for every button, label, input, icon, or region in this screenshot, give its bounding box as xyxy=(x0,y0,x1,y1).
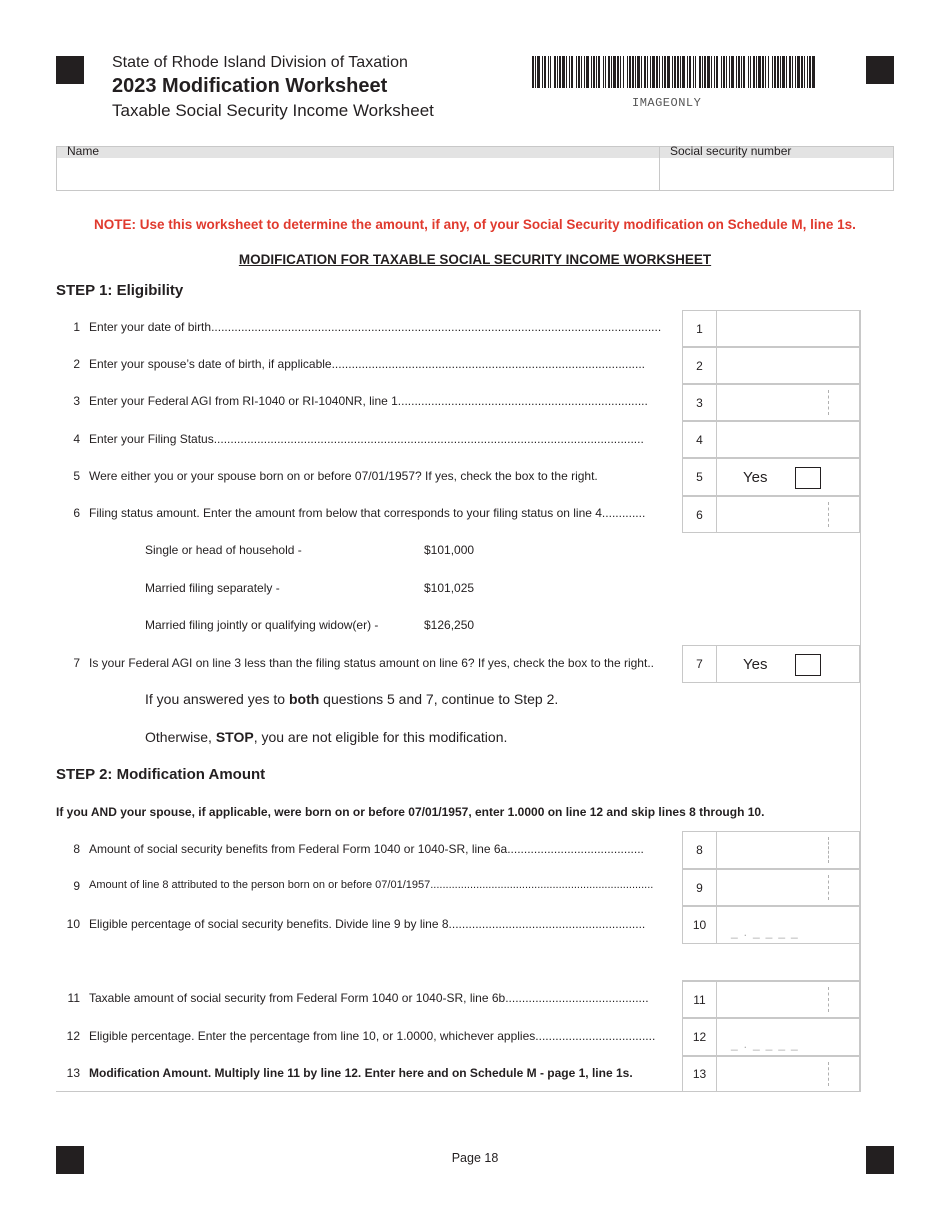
registration-mark-top-right xyxy=(866,56,894,84)
filing-option-amount: $101,000 xyxy=(424,543,475,557)
filing-option-label: Married filing jointly or qualifying widow(er) - xyxy=(145,618,379,632)
form-subtitle: Taxable Social Security Income Worksheet xyxy=(112,101,434,120)
line-label: Enter your spouse’s date of birth, if applicable.............................................................................................. xyxy=(89,357,645,371)
line-number: 12 xyxy=(66,1029,80,1043)
line-5-box xyxy=(682,458,860,496)
line-1-input-box[interactable] xyxy=(682,310,860,347)
box-number: 6 xyxy=(683,497,717,532)
line-4-input-box[interactable] xyxy=(682,421,860,458)
decimal-placeholder: _.____ xyxy=(731,1037,804,1051)
line-number: 2 xyxy=(73,357,80,371)
line-3-input-box[interactable] xyxy=(682,384,860,421)
line-label: Enter your Filing Status................................................................................................................................. xyxy=(89,432,644,446)
line-2-input-box[interactable] xyxy=(682,347,860,384)
ssn-input[interactable] xyxy=(660,158,893,190)
line-9-input-box[interactable] xyxy=(682,869,860,906)
filing-option-amount: $126,250 xyxy=(424,618,475,632)
line-label: Were either you or your spouse born on or before 07/01/1957? If yes, check the box to the right. xyxy=(89,469,598,483)
filing-option-label: Single or head of household - xyxy=(145,543,302,557)
worksheet-title: MODIFICATION FOR TAXABLE SOCIAL SECURITY INCOME WORKSHEET xyxy=(238,252,712,267)
box-number: 1 xyxy=(683,311,717,346)
registration-mark-top-left xyxy=(56,56,84,84)
line-10-input-box[interactable] xyxy=(682,906,860,944)
filing-option-label: Married filing separately - xyxy=(145,581,280,595)
line-13-input-box[interactable] xyxy=(682,1056,860,1092)
line-12-input-box[interactable] xyxy=(682,1018,860,1056)
box-number: 5 xyxy=(683,459,717,495)
yes-label: Yes xyxy=(743,656,768,673)
agency-name: State of Rhode Island Division of Taxation xyxy=(112,54,408,71)
step2-heading: STEP 2: Modification Amount xyxy=(56,766,266,783)
cents-divider xyxy=(828,987,829,1012)
barcode-bar xyxy=(815,56,817,88)
cents-divider xyxy=(828,875,829,900)
worksheet-right-border xyxy=(860,310,861,1092)
box-number: 4 xyxy=(683,422,717,457)
line-label: Modification Amount. Multiply line 11 by line 12. Enter here and on Schedule M - page 1, line 1s. xyxy=(89,1066,633,1080)
line-number: 11 xyxy=(67,991,80,1005)
line-number: 6 xyxy=(73,506,80,520)
line-label: Amount of line 8 attributed to the person born on or before 07/01/1957......................................................................... xyxy=(89,879,654,891)
line-7-box xyxy=(682,645,860,683)
barcode-caption: IMAGEONLY xyxy=(632,96,702,110)
page-number: Page 18 xyxy=(451,1151,499,1165)
name-input[interactable] xyxy=(57,158,659,190)
box-number: 12 xyxy=(683,1019,717,1055)
line-6-input-box[interactable] xyxy=(682,496,860,533)
yes-label: Yes xyxy=(743,469,768,486)
line-label: Enter your date of birth....................................................................................................................................... xyxy=(89,320,662,334)
line-label: Eligible percentage of social security benefits. Divide line 9 by line 8........................................................... xyxy=(89,917,646,931)
step1-heading: STEP 1: Eligibility xyxy=(56,282,184,299)
box-number: 2 xyxy=(683,348,717,383)
name-label: Name xyxy=(67,144,100,158)
form-title: 2023 Modification Worksheet xyxy=(112,75,388,97)
box-number: 3 xyxy=(683,385,717,420)
ssn-label: Social security number xyxy=(670,144,792,158)
line-number: 5 xyxy=(73,469,80,483)
line-label: Amount of social security benefits from Federal Form 1040 or 1040-SR, line 6a......................................... xyxy=(89,842,644,856)
worksheet-bottom-rule xyxy=(56,1091,861,1092)
cents-divider xyxy=(828,1062,829,1086)
line-number: 4 xyxy=(73,432,80,446)
decimal-placeholder: _.____ xyxy=(731,925,804,939)
line-number: 3 xyxy=(73,394,80,408)
cents-divider xyxy=(828,390,829,415)
line-number: 7 xyxy=(73,656,80,670)
line-11-input-box[interactable] xyxy=(682,981,860,1018)
line-8-input-box[interactable] xyxy=(682,831,860,869)
line-label: Taxable amount of social security from Federal Form 1040 or 1040-SR, line 6b........................................... xyxy=(89,991,649,1005)
box-number: 13 xyxy=(683,1057,717,1091)
line-number: 9 xyxy=(73,879,80,893)
stop-instruction: Otherwise, STOP, you are not eligible for this modification. xyxy=(145,729,508,745)
line-7-yes-checkbox[interactable] xyxy=(795,654,821,676)
line-label: Eligible percentage. Enter the percentage from line 10, or 1.0000, whichever applies.................................... xyxy=(89,1029,656,1043)
cents-divider xyxy=(828,502,829,527)
barcode xyxy=(532,56,816,88)
continue-instruction: If you answered yes to both questions 5 and 7, continue to Step 2. xyxy=(145,691,559,707)
step2-rule: If you AND your spouse, if applicable, were born on or before 07/01/1957, enter 1.0000 on line 12 and skip lines 8 through 10. xyxy=(56,805,765,819)
filing-option-amount: $101,025 xyxy=(424,581,475,595)
cents-divider xyxy=(828,837,829,863)
box-number: 11 xyxy=(683,982,717,1017)
box-number: 7 xyxy=(683,646,717,682)
line-number: 13 xyxy=(66,1066,80,1080)
line-label: Is your Federal AGI on line 3 less than the filing status amount on line 6? If yes, check the box to the right.. xyxy=(89,656,654,670)
box-number: 8 xyxy=(683,832,717,868)
spacer-box xyxy=(682,944,860,981)
line-number: 1 xyxy=(73,320,80,334)
note: NOTE: Use this worksheet to determine the amount, if any, of your Social Security modification on Schedule M, line 1s. xyxy=(94,217,856,232)
line-5-yes-checkbox[interactable] xyxy=(795,467,821,489)
line-label: Enter your Federal AGI from RI-1040 or RI-1040NR, line 1........................................................................... xyxy=(89,394,648,408)
line-number: 8 xyxy=(73,842,80,856)
box-number: 10 xyxy=(683,907,717,943)
line-number: 10 xyxy=(66,917,80,931)
line-label: Filing status amount. Enter the amount from below that corresponds to your filing status on line 4............. xyxy=(89,506,646,520)
box-number: 9 xyxy=(683,870,717,905)
